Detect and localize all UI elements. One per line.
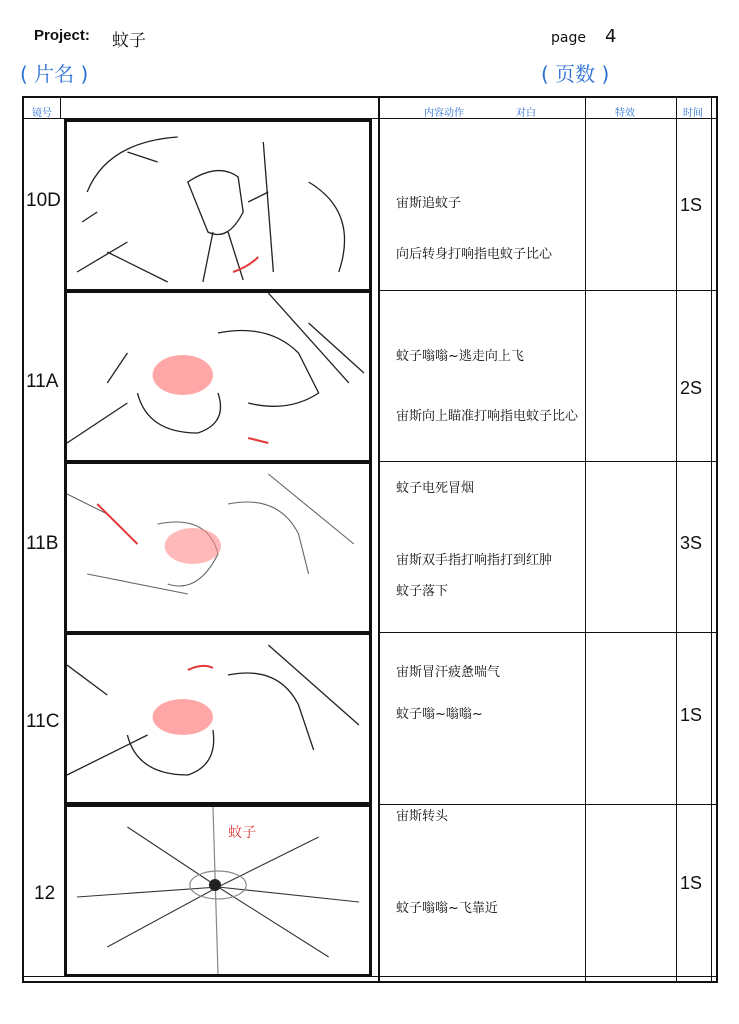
description-line: 宙斯向上瞄准打响指电蚊子比心: [396, 409, 579, 424]
description-line: 蚊子嗡~嗡嗡~: [396, 707, 483, 722]
shot-col-divider: [60, 98, 61, 118]
sketch-panel-11c: [64, 632, 372, 805]
effects-col-divider-left: [585, 98, 586, 981]
description-line: 蚊子电死冒烟: [396, 481, 475, 496]
sketch-panel-12: [64, 804, 372, 977]
project-name: 蚊子: [112, 31, 146, 51]
description-line: 宙斯冒汗疲惫喘气: [396, 665, 501, 680]
shot-duration: 1S: [680, 873, 703, 893]
col-header-shot: 镜号: [32, 108, 52, 119]
description-line: 宙斯双手指打响指打到红肿: [396, 553, 553, 568]
shot-duration: 3S: [680, 533, 703, 553]
sketch-panel-10d: [64, 119, 372, 292]
sketch-panel-11a: [64, 290, 372, 463]
shot-number: 12: [34, 883, 56, 904]
page-number: 4: [605, 26, 617, 47]
description-line: [396, 297, 552, 314]
col-header-effects: 特效: [615, 108, 635, 119]
page-label: page: [551, 30, 586, 46]
description-line: 宙斯追蚊子: [396, 196, 462, 211]
row-description: [396, 161, 552, 382]
effects-col-divider-right: [676, 98, 677, 981]
row-description: [396, 866, 498, 934]
project-name-note: ( 片名 ): [20, 62, 89, 86]
right-inner-line: [711, 98, 712, 981]
shot-number: 11A: [26, 371, 59, 392]
project-label: Project:: [34, 27, 90, 44]
description-line: [396, 757, 483, 774]
row-description: [396, 672, 483, 842]
shot-number: 10D: [26, 190, 61, 211]
description-line: 蚊子嗡嗡~逃走向上飞: [396, 349, 524, 364]
shot-duration: 1S: [680, 195, 703, 215]
description-line: 蚊子落下: [396, 584, 449, 599]
col-header-time: 时间: [683, 108, 703, 119]
description-line: 宙斯转头: [396, 809, 449, 824]
shot-duration: 2S: [680, 378, 703, 398]
shot-number: 11C: [26, 711, 60, 732]
col-header-dialogue: 对白: [516, 108, 536, 119]
description-line: 向后转身打响指电蚊子比心: [396, 247, 553, 262]
shot-number: 11B: [26, 533, 59, 554]
sketch-panel-11b: [64, 461, 372, 634]
shot-duration: 1S: [680, 705, 703, 725]
sketch-annotation: 蚊子: [228, 825, 257, 841]
col-header-action: 内容动作: [424, 108, 464, 119]
panel-col-divider: [378, 98, 380, 981]
page-note: ( 页数 ): [541, 62, 610, 86]
description-line: 蚊子嗡嗡~飞靠近: [396, 901, 498, 916]
